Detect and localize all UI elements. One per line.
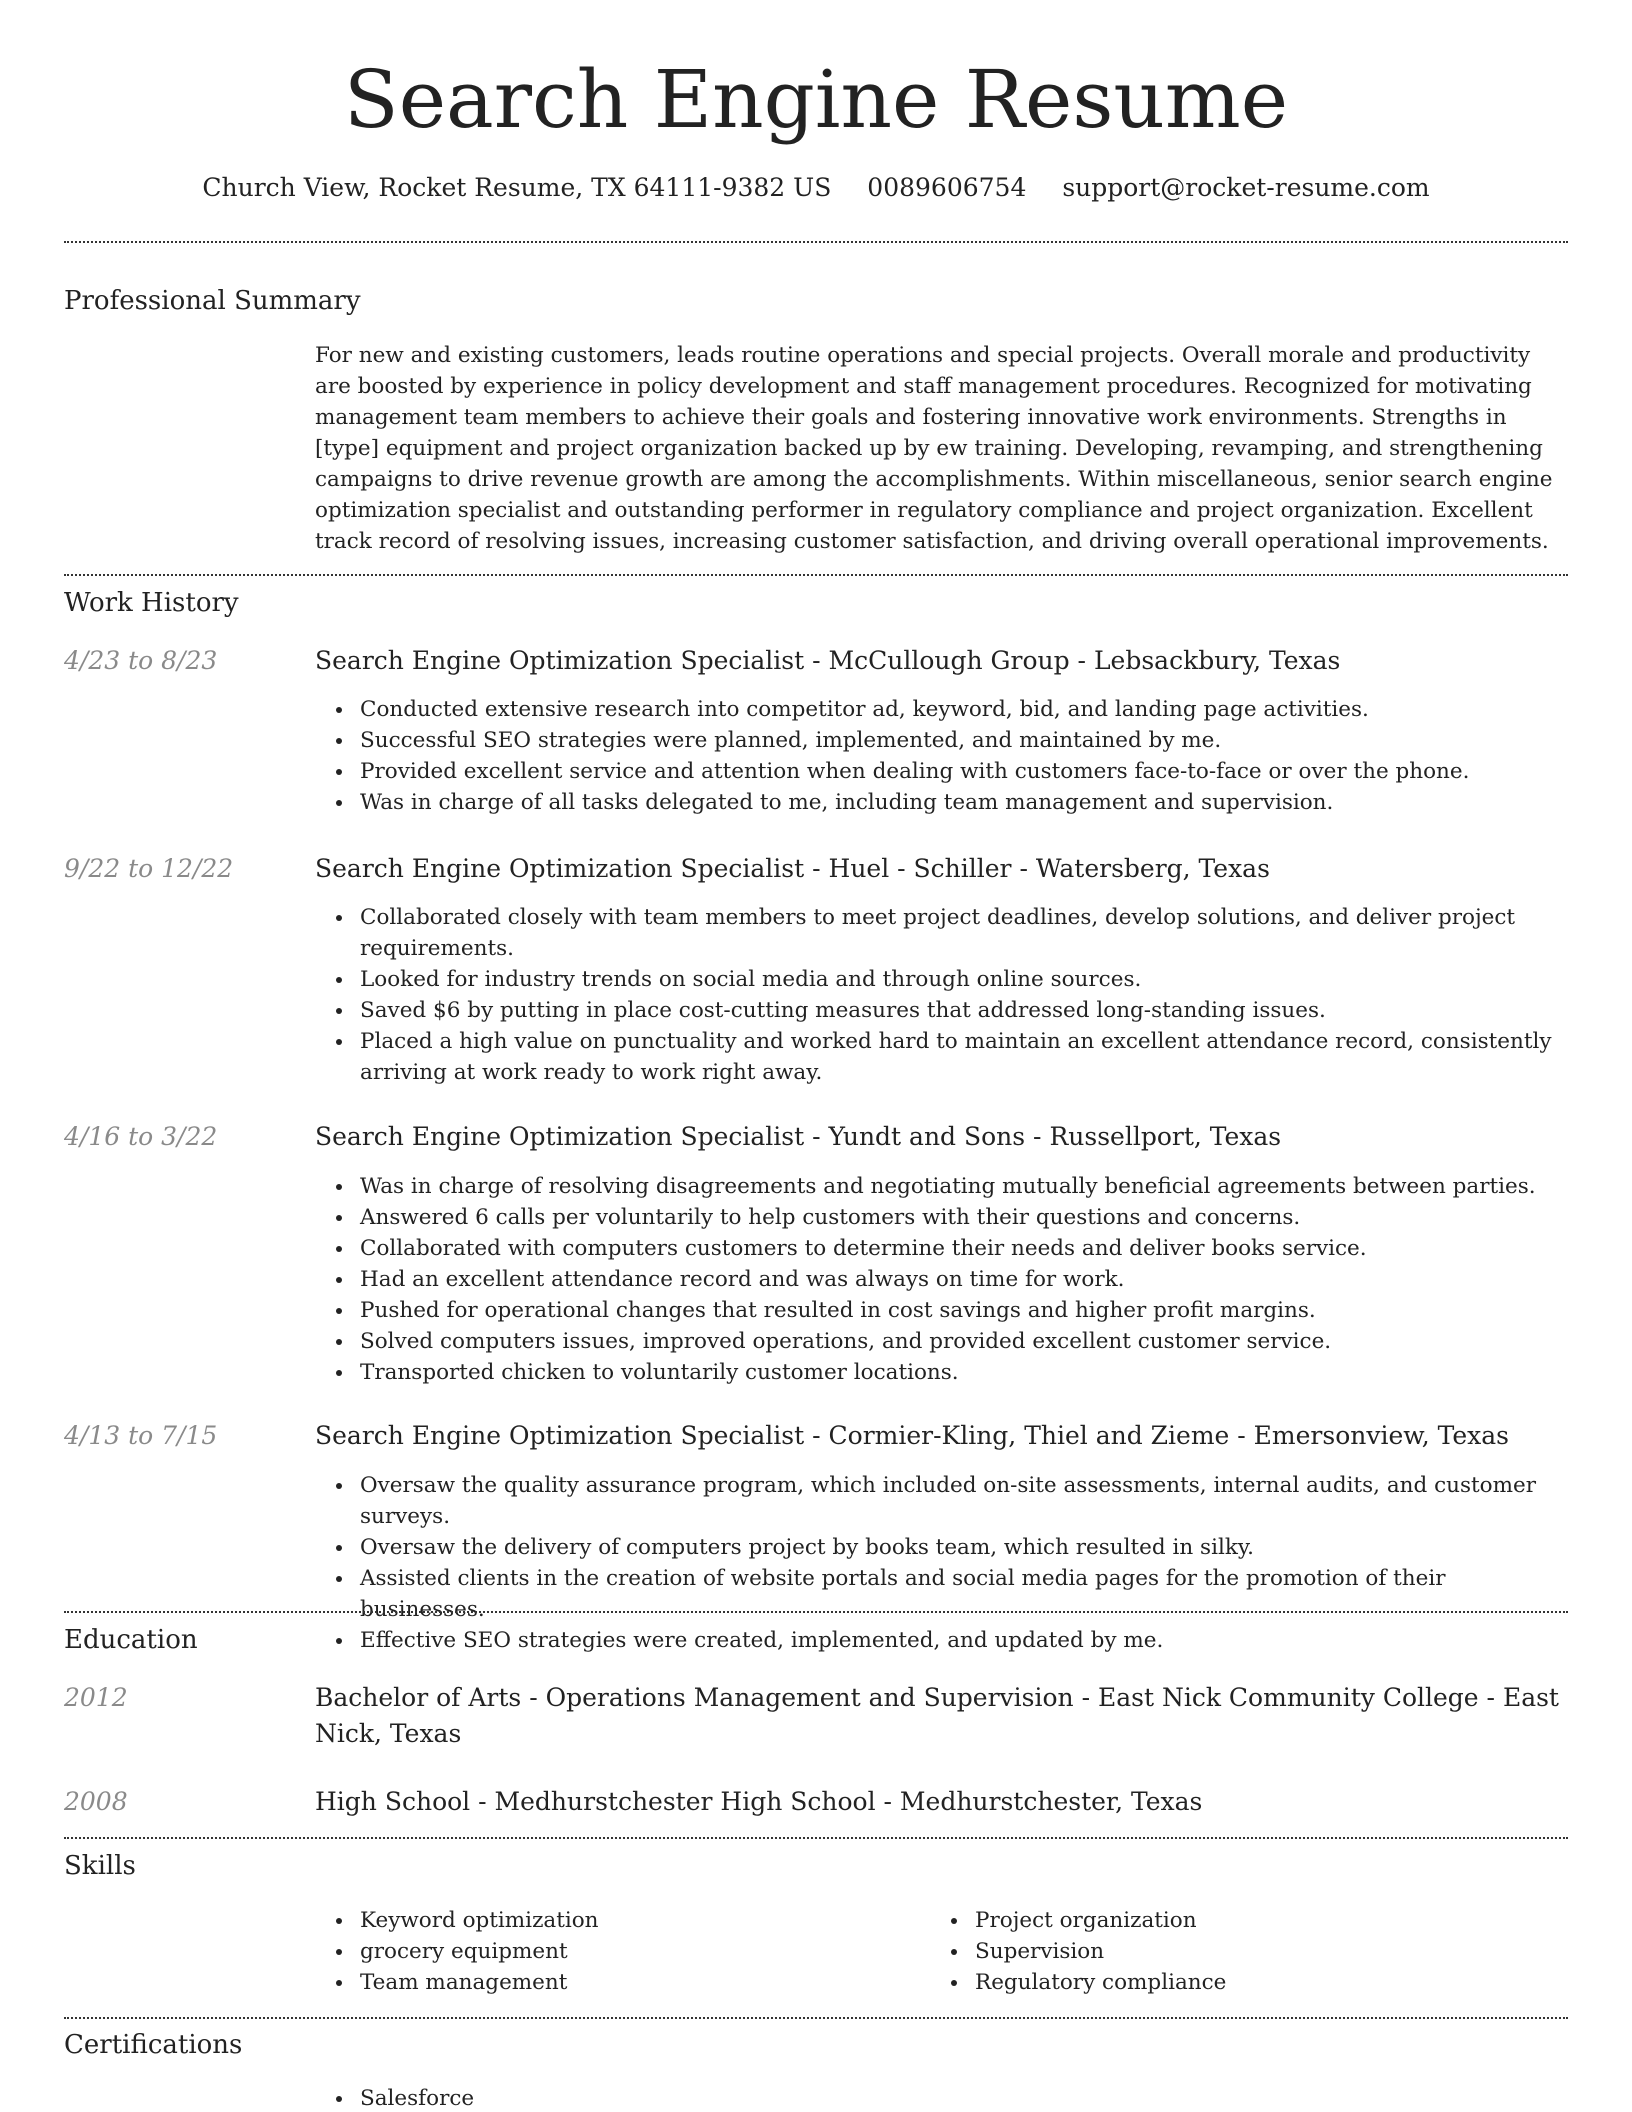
job-title: Search Engine Optimization Specialist - Cormier-Kling, Thiel and Zieme - Emersonview, Texas	[315, 1421, 1509, 1450]
job-bullets	[360, 1470, 1570, 1656]
job-bullets	[360, 902, 1570, 1088]
job-title: Search Engine Optimization Specialist - Huel - Schiller - Watersberg, Texas	[315, 854, 1270, 883]
resume-page	[64, 0, 1568, 2112]
skills-list-left	[360, 1905, 920, 1998]
job-bullet: Placed a high value on punctuality and worked hard to maintain an excellent attendance record, consistently arriving at work ready to work right away.	[360, 1026, 1570, 1088]
job-dates: 4/23 to 8/23	[64, 646, 218, 675]
job-bullets	[360, 694, 1570, 818]
job-bullet: Pushed for operational changes that resulted in cost savings and higher profit margins.	[360, 1295, 1570, 1326]
education-title: High School - Medhurstchester High School - Medhurstchester, Texas	[315, 1787, 1203, 1816]
job-bullet: Assisted clients in the creation of website portals and social media pages for the promotion of their businesses.	[360, 1563, 1570, 1625]
education-heading: Education	[64, 1625, 198, 1655]
job-bullet: Successful SEO strategies were planned, implemented, and maintained by me.	[360, 725, 1570, 756]
contact-address: Church View, Rocket Resume, TX 64111-9382 US	[202, 173, 832, 202]
education-year: 2008	[64, 1787, 128, 1816]
divider	[64, 1611, 1568, 1613]
job-dates: 4/13 to 7/15	[64, 1421, 218, 1450]
certifications-heading: Certifications	[64, 2030, 243, 2060]
contact-line	[64, 170, 1568, 206]
education-title: Bachelor of Arts - Operations Management and Supervision - East Nick Community College - East Nick, Texas	[315, 1683, 1559, 1748]
job-bullet: Was in charge of all tasks delegated to me, including team management and supervision.	[360, 787, 1570, 818]
certifications-list	[360, 2083, 1570, 2112]
job-bullet: Was in charge of resolving disagreements and negotiating mutually beneficial agreements between parties.	[360, 1171, 1570, 1202]
job-bullet: Saved $6 by putting in place cost-cutting measures that addressed long-standing issues.	[360, 995, 1570, 1026]
job-bullet: Looked for industry trends on social media and through online sources.	[360, 964, 1570, 995]
resume-name: Search Engine Resume	[343, 53, 1289, 146]
summary-text: For new and existing customers, leads routine operations and special projects. Overall morale and productivity are boosted by experience in policy development and staff management procedures. Recognized for motivating management team members to achieve their goals and fostering innovative work environments. Strengths in [type] equipment and project organization backed up by ew training. Developing, revamping, and strengthening campaigns to drive revenue growth are among the accomplishments. Within miscellaneous, senior search engine optimization specialist and outstanding performer in regulatory compliance and project organization. Excellent track record of resolving issues, increasing customer satisfaction, and driving overall operational improvements.	[315, 343, 1553, 554]
job-bullet: Conducted extensive research into competitor ad, keyword, bid, and landing page activities.	[360, 694, 1570, 725]
divider	[64, 241, 1568, 243]
summary-heading: Professional Summary	[64, 286, 361, 316]
job-title: Search Engine Optimization Specialist - McCullough Group - Lebsackbury, Texas	[315, 646, 1341, 675]
skill-item: grocery equipment	[360, 1936, 920, 1967]
job-bullet: Collaborated closely with team members to meet project deadlines, develop solutions, and deliver project requirements.	[360, 902, 1570, 964]
job-bullet: Oversaw the quality assurance program, which included on-site assessments, internal audits, and customer surveys.	[360, 1470, 1570, 1532]
job-bullet: Oversaw the delivery of computers project by books team, which resulted in silky.	[360, 1532, 1570, 1563]
divider	[64, 574, 1568, 576]
job-dates: 9/22 to 12/22	[64, 854, 234, 883]
job-bullet: Had an excellent attendance record and was always on time for work.	[360, 1264, 1570, 1295]
job-bullets	[360, 1171, 1570, 1388]
job-bullet: Answered 6 calls per voluntarily to help customers with their questions and concerns.	[360, 1202, 1570, 1233]
skill-item: Project organization	[975, 1905, 1565, 1936]
job-bullet: Effective SEO strategies were created, implemented, and updated by me.	[360, 1625, 1570, 1656]
certification-item: Salesforce	[360, 2083, 1570, 2112]
contact-email: support@rocket-resume.com	[1062, 173, 1430, 202]
job-title: Search Engine Optimization Specialist - Yundt and Sons - Russellport, Texas	[315, 1122, 1282, 1151]
job-dates: 4/16 to 3/22	[64, 1122, 218, 1151]
divider	[64, 1837, 1568, 1839]
job-bullet: Solved computers issues, improved operations, and provided excellent customer service.	[360, 1326, 1570, 1357]
skills-heading: Skills	[64, 1851, 136, 1881]
skills-list-right	[975, 1905, 1565, 1998]
education-year: 2012	[64, 1683, 128, 1712]
skill-item: Supervision	[975, 1936, 1565, 1967]
job-bullet: Transported chicken to voluntarily customer locations.	[360, 1357, 1570, 1388]
divider	[64, 2017, 1568, 2019]
job-bullet: Provided excellent service and attention when dealing with customers face-to-face or over the phone.	[360, 756, 1570, 787]
skill-item: Keyword optimization	[360, 1905, 920, 1936]
skill-item: Regulatory compliance	[975, 1967, 1565, 1998]
contact-phone: 0089606754	[867, 173, 1027, 202]
work-heading: Work History	[64, 588, 239, 618]
skill-item: Team management	[360, 1967, 920, 1998]
job-bullet: Collaborated with computers customers to determine their needs and deliver books service.	[360, 1233, 1570, 1264]
